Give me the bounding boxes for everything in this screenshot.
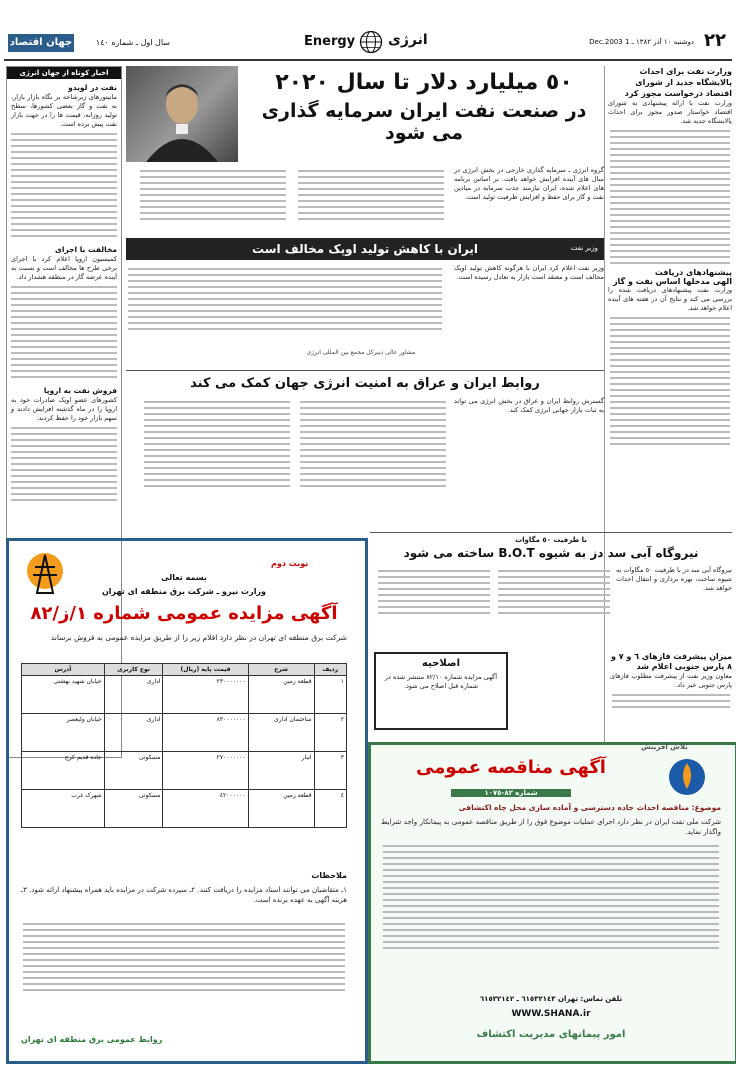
iraq-story — [126, 376, 604, 526]
tender-basmala: بسمه تعالی — [161, 573, 207, 582]
opec-story — [126, 238, 604, 363]
item1-filler — [7, 133, 121, 237]
pars-title: میزان پیشرفت فازهای ٦ و ٧ و ٨ پارس جنوبی اعلام شد — [610, 652, 732, 671]
globe-icon — [359, 30, 383, 54]
tender-stamp: نوبت دوم — [271, 559, 309, 568]
nioc-phone: تلفن تماس: تهران ٦١٥٣٢١٤٣ ـ ٦١٥٣٢١٤٢ — [479, 995, 623, 1003]
tender-org: وزارت نیرو ـ شرکت برق منطقه ای تهران — [101, 587, 267, 596]
nioc-body: شرکت ملی نفت ایران در نظر دارد اجرای عملیات موضوع فوق را از طریق مناقصه عمومی به پیمانکار واجد شرایط واگذار نماید. — [381, 818, 721, 836]
dam-headline: نیروگاه آبی سد دز به شیوه B.O.T ساخته می شود — [403, 546, 699, 560]
nioc-number: شماره ٨٢-١٠٧٥ — [451, 789, 571, 797]
right-body-1: وزارت نفت با ارائه پیشنهادی به شورای اقتصاد خواستار صدور مجوز برای احداث پالایشگاه جدید شد. — [608, 99, 732, 125]
item2-title: مخالفت با اجرای — [55, 245, 117, 254]
right-filler-1 — [608, 130, 732, 264]
th-price: قیمت پایه (ریال) — [163, 664, 248, 676]
page-number: ٢٢ — [704, 30, 726, 51]
nioc-title: آگهی مناقصه عمومی — [416, 757, 606, 778]
right-title-2: پیشنهادهای دریافت — [654, 268, 732, 277]
item3-title: فروش نفت به اروپا — [43, 386, 117, 395]
tender-intro: شرکت برق منطقه ای تهران در نظر دارد اقلام زیر را از طریق مزایده عمومی به فروش برساند — [50, 633, 347, 642]
th-desc: شرح — [248, 664, 314, 676]
main-headline-1: ٥٠ میلیارد دلار تا سال ٢٠٢٠ — [275, 70, 573, 95]
right-title-2b: الهی مدخلها اساس نفت و گاز — [612, 277, 732, 286]
nioc-logo-icon — [661, 755, 713, 799]
tender-table-header — [22, 664, 347, 676]
item3-body: کشورهای عضو اوپک صادرات خود به اروپا را در ماه گذشته افزایش دادند و سهم بازار خود را حفظ کردند. — [11, 396, 117, 422]
right-title-1: وزارت نفت برای احداث پالایشگاه جدید از شورای اقتصاد درخواست مجوز کرد — [624, 67, 732, 98]
right-body-2: وزارت نفت پیشنهادهای دریافت شده را بررسی می کند و نتایج آن در هفته های آینده اعلام خواهد شد. — [608, 286, 732, 312]
th-row: ردیف — [314, 664, 346, 676]
table-row: ٣ انبار ٢٧٠٠٠٠٠٠٠ مسکونی جاده قدیم کرج — [22, 752, 347, 790]
item1-body: مانیتورهای زیرشاخه بر نگاه بازار بازار، به نفت و گاز بعضی کشورها، سطح تولید روزانه، قیمت ها را در جهت بازار نفت پیش برده است. — [11, 93, 117, 128]
tender-ad — [6, 538, 368, 1064]
opec-headline-bar — [126, 238, 604, 260]
opec-caption: مشاور عالی دبیرکل مجمع بین المللی انرژی — [306, 349, 416, 356]
nioc-footer: امور پیمانهای مدیریت اکتشاف — [476, 1029, 626, 1040]
section-en: Energy — [304, 34, 356, 49]
item2-body: کمیسیون اروپا اعلام کرد با اجرای برخی طرح ها مخالف است و نسبت به آینده عرضه گاز در منطقه هشدار داد. — [11, 255, 117, 281]
tender-notes: ١ـ متقاضیان می توانند اسناد مزایده را دریافت کنند. ٢ـ سپرده شرکت در مزایده باید همراه پیشنهاد ارائه شود. ٣ـ هزینه آگهی به عهده برنده است. — [21, 886, 347, 904]
iraq-body: گسترش روابط ایران و عراق در بخش انرژی می تواند به ثبات بازار جهانی انرژی کمک کند. — [454, 397, 604, 414]
table-row: ٤ قطعه زمین ٤٢٠٠٠٠٠٠ مسکونی شهرک غرب — [22, 790, 347, 828]
correction-title: اصلاحیه — [421, 658, 461, 669]
left-column-title: اخبار کوتاه از جهان انرژی — [7, 67, 121, 79]
opec-headline: ایران با کاهش تولید اوپک مخالف است — [251, 242, 478, 256]
issue-line: سال اول ـ شماره ١٤٠ — [95, 38, 170, 47]
correction-box — [374, 652, 508, 730]
table-row: ١ قطعه زمین ٢٣٠٠٠٠٠٠٠ اداری خیابان شهید بهشتی — [22, 676, 347, 714]
tender-footer: روابط عمومی برق منطقه ای تهران — [21, 1035, 163, 1044]
main-story-photo — [126, 66, 238, 162]
masthead — [4, 28, 732, 58]
opec-body: وزیر نفت اعلام کرد ایران با هرگونه کاهش تولید اوپک مخالف است و معتقد است بازار به تعادل رسیده است. — [454, 264, 604, 281]
dam-body: نیروگاه آبی سد دز با ظرفیت ٥٠ مگاوات به شیوه ساخت، بهره برداری و انتقال احداث خواهد شد. — [616, 566, 732, 592]
th-usage: نوع کاربری — [104, 664, 163, 676]
tender-notes-title: ملاحظات — [311, 871, 347, 880]
item1-title: نفت در لویدو — [68, 83, 117, 92]
correction-body: آگهی مزایده شماره ٨٢/١٠ منتشر شده در شماره قبل اصلاح می شود. — [384, 673, 498, 690]
nioc-ad — [368, 742, 736, 1064]
opec-tag: وزیر نفت — [570, 244, 598, 252]
tender-table-wrap — [21, 663, 347, 828]
dam-story — [370, 536, 732, 646]
nioc-website: WWW.SHANA.ir — [511, 1009, 591, 1019]
paper-logo: جهان اقتصاد — [8, 34, 74, 52]
item2-filler — [7, 286, 121, 378]
th-address: آدرس — [22, 664, 105, 676]
main-headline-2: در صنعت نفت ایران سرمایه گذاری می شود — [261, 100, 587, 144]
pars-news — [610, 652, 732, 736]
dam-kicker: با ظرفیت ٥٠ مگاوات — [515, 536, 587, 544]
portrait-icon — [126, 66, 238, 162]
section-fa: انرژی — [388, 32, 428, 48]
iraq-headline: روابط ایران و عراق به امنیت انرژی جهان کمک می کند — [190, 376, 540, 391]
nioc-subject: موضوع: مناقصه احداث جاده دسترسی و آماده سازی محل چاه اکتشافی — [458, 803, 721, 812]
pars-body: معاون وزیر نفت از پیشرفت مطلوب فازهای پارس جنوبی خبر داد. — [610, 672, 732, 689]
date-line: دوشنبه ١٠ آذر ١٣٨٢ ـ 1 Dec.2003 — [589, 38, 694, 46]
table-row: ٢ ساختمان اداری ٨٣٠٠٠٠٠٠٠ اداری خیابان ولیعصر — [22, 714, 347, 752]
tender-title: آگهی مزایده عمومی شماره ١/ز/٨٢ — [30, 603, 338, 624]
right-filler-2 — [608, 317, 732, 445]
item3-filler — [7, 427, 121, 501]
tender-table — [21, 663, 347, 828]
main-story-body-block — [126, 166, 604, 234]
nioc-brand: تلاش آفرینش — [641, 743, 688, 751]
main-story-body: گروه انرژی ـ سرمایه گذاری خارجی در بخش انرژی در سال های آینده افزایش خواهد یافت. بر اساس برنامه های اعلام شده، ایران نیازمند جذب سرمایه در میادین نفت و گاز برای حفظ و افزایش ظرفیت تولید است. — [454, 166, 604, 201]
